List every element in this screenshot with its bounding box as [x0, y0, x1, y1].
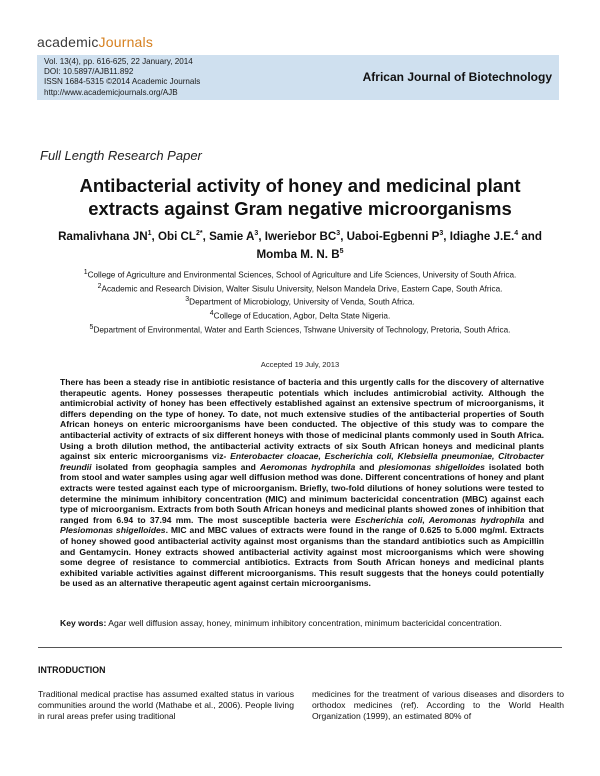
journal-logo: [37, 34, 153, 50]
logo-text-journals: Journals: [98, 34, 154, 50]
journal-name: African Journal of Biotechnology: [362, 70, 552, 84]
affiliations: [36, 267, 564, 336]
author: Idiaghe J.E.$^4$ and: [449, 229, 542, 243]
affiliation: $^3$Department of Microbiology, University of Venda, South Africa.: [185, 296, 415, 308]
author-list: [38, 226, 562, 262]
affiliation: $^1$College of Agriculture and Environmental Sciences, School of Agriculture and Life Sciences, University of South Africa.: [83, 269, 517, 280]
body-column-left: Traditional medical practise has assumed exalted status in various communities around the world (Mathabe et al., 2006). People living in rural areas prefer using traditional: [38, 689, 294, 721]
author: Obi $CL^{2*}$,: [158, 229, 210, 243]
affiliation: $^2$Academic and Research Division, Walter Sisulu University, Nelson Mandela Drive, Eastern Cape, South Africa.: [97, 282, 503, 294]
title-line-1: Antibacterial activity of honey and medicinal plant: [79, 175, 521, 196]
keywords: [60, 618, 544, 629]
keywords-label: Key words:: [60, 618, 107, 628]
paper-type: Full Length Research Paper: [40, 148, 202, 163]
affiliation: $^5$Department of Environmental, Water and Earth Sciences, Tshwane University of Technology, Pretoria, South Africa.: [89, 323, 511, 335]
author: Ramalivhana $JN^1$,: [58, 229, 158, 243]
title-line-2: extracts against Gram negative microorganisms: [88, 198, 512, 219]
author: Iweriebor $BC^3$,: [264, 229, 347, 243]
introduction-heading: INTRODUCTION: [38, 665, 106, 675]
body-column-right: medicines for the treatment of various diseases and disorders to orthodox medicines (ref). According to the World Health Organization (1999), an estimated 80% of: [312, 689, 564, 721]
meta-doi: DOI: 10.5897/AJB11.892: [44, 67, 134, 77]
paper-title: [38, 174, 562, 220]
logo-text-academic: academic: [37, 34, 99, 50]
meta-url[interactable]: http://www.academicjournals.org/AJB: [44, 87, 178, 97]
accepted-date: Accepted 19 July, 2013: [260, 360, 340, 369]
keywords-text: Agar well diffusion assay, honey, minimum inhibitory concentration, minimum bactericidal concentration.: [108, 618, 502, 628]
affiliation: $^4$College of Education, Agbor, Delta State Nigeria.: [209, 310, 391, 321]
author: Samie $A^3$,: [209, 229, 265, 243]
article-meta: [44, 57, 200, 98]
abstract: There has been a steady rise in antibiotic resistance of bacteria and this urgently calls for the discovery of alternative therapeutic agents. Honey possesses therapeutic potentials which includes antimicrobial activity. Although the antimicrobial activity of honey has been effectively established against an extensive spectrum of microorganisms, it differs depending on the type of honey. To date, not much extensive studies of the antibacterial properties of South African honeys on enteric microorganisms have been conducted. The objective of this study was to compare the antibacterial activity of extracts of six different honeys with those of medicinal plants commonly used in South Africa. Using a broth dilution method, the antibacterial activity extracts of six South African honeys and medicinal plants against six enteric microorganisms viz- Enterobacter cloacae, Escherichia coli, Klebsiella pneumoniae, Citrobacter freundii isolated from geophagia samples and Aeromonas hydrophila and plesiomonas shigelloides isolated both from stool and water samples using agar well diffusion method was done. Different concentrations of honey and plant extracts were tested against each type of microorganism. Briefly, two-fold dilutions of honey solutions were tested to determine the minimum inhibitory concentration (MIC) and minimum bactericidal concentration (MBC) against each type of microorganism. Extracts from both South African honeys and medicinal plants showed zones of inhibition that ranged from 6.94 to 37.94 mm. The most susceptible bacteria were Escherichia coli, Aeromonas hydrophila and Plesiomonas shigelloides. MIC and MBC values of extracts were found in the range of 0.625 to 5.000 mg/ml. Extracts of honey showed good antibacterial activity against most organisms than the standard antibiotics such as Ampicillin and Gentamycin. Honey extracts showed antibacterial activity against most microorganisms which were showing some degree of resistance to commercial antibiotics. Extracts from South African honeys and medicinal plants exhibited variable activities against different microorganisms. This result suggests that the honeys could potentially be used as an alternative therapeutic agent against certain microorganisms.: [60, 377, 545, 589]
author: Momba M. N. $B^5$: [256, 247, 344, 261]
author: Uaboi-Egbenni $P^3$,: [346, 229, 450, 243]
meta-volume: Vol. 13(4), pp. 616-625, 22 January, 2014: [44, 57, 193, 66]
meta-issn: ISSN 1684-5315 ©2014 Academic Journals: [44, 77, 201, 87]
section-divider: [38, 647, 562, 648]
